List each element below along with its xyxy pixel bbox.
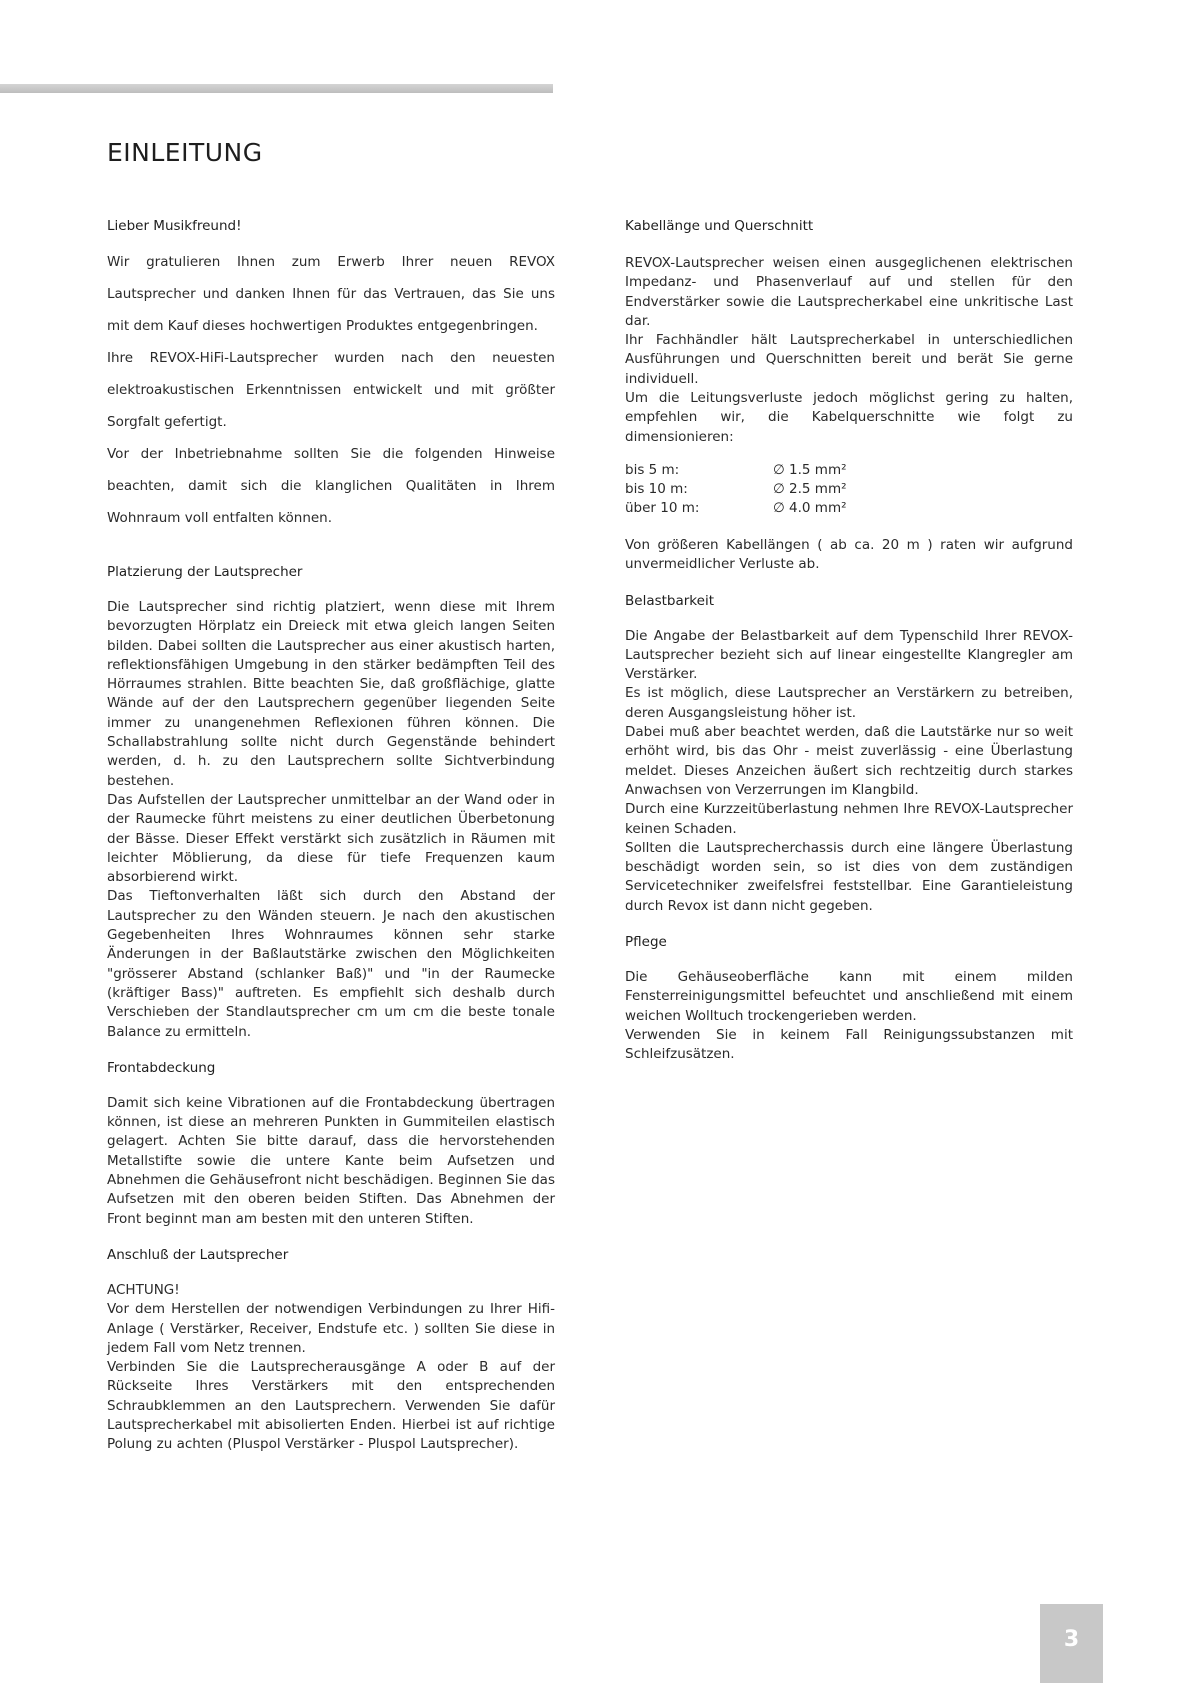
intro-body xyxy=(107,246,555,534)
cable-paragraph: Von größeren Kabellängen ( ab ca. 20 m ) raten wir aufgrund unvermeidlicher Verluste ab. xyxy=(625,536,1073,573)
right-column xyxy=(625,218,1073,1065)
intro-paragraph: Wir gratulieren Ihnen zum Erwerb Ihrer neuen REVOX Lautsprecher und danken Ihnen für das Vertrauen, das Sie uns mit dem Kauf dieses hochwertigen Produktes entgegenbringen. xyxy=(107,254,555,334)
placement-heading: Platzierung der Lautsprecher xyxy=(107,564,303,580)
care-heading: Pflege xyxy=(625,934,667,951)
table-row xyxy=(625,480,847,499)
section-front xyxy=(107,1060,555,1229)
front-heading: Frontabdeckung xyxy=(107,1059,216,1076)
connection-paragraph: Verbinden Sie die Lautsprecherausgänge A oder B auf der Rückseite Ihres Verstärkers mit den entsprechenden Schraubklemmen an den Lautsprechern. Verwenden Sie dafür Lautsprecherkabel mit abisolierten Enden. Hierbei ist auf richtige Polung zu achten (Pluspol Verstärker - Pluspol Lautsprecher). xyxy=(107,1359,555,1453)
section-connection xyxy=(107,1247,555,1455)
front-paragraph: Damit sich keine Vibrationen auf die Frontabdeckung übertragen können, ist diese an mehreren Punkten in Gummiteilen elastisch gelagert. Achten Sie bitte darauf, dass die hervorstehenden Metallstifte sowie die untere Kante beim Aufsetzen und Abnehmen die Gehäusefront nicht beschädigen. Beginnen Sie das Aufsetzen mit den oberen beiden Stiften. Das Abnehmen der Front beginnt man am besten mit den unteren Stiften. xyxy=(107,1094,555,1227)
left-column xyxy=(107,218,555,1455)
table-row xyxy=(625,461,847,480)
care-paragraph: Die Gehäuseoberfläche kann mit einem milden Fensterreinigungsmittel befeuchtet und anschließend mit einem weichen Wolltuch trockengerieben werden. xyxy=(625,969,1073,1024)
intro-heading: Lieber Musikfreund! xyxy=(107,218,242,234)
page-number: 3 xyxy=(1040,1604,1103,1683)
section-placement xyxy=(107,564,555,1042)
page-title: EINLEITUNG xyxy=(107,138,263,167)
section-load xyxy=(625,593,1073,916)
placement-paragraph: Das Aufstellen der Lautsprecher unmittelbar an der Wand oder in der Raumecke führt meistens zu einer deutlichen Überbetonung der Bässe. Dieser Effekt verstärkt sich zusätzlich in Räumen mit leichter Möblierung, da diese für tiefe Frequenzen kaum absorbierend wirkt. xyxy=(107,791,555,886)
cable-table xyxy=(625,461,847,518)
cable-length: bis 5 m: xyxy=(625,461,680,478)
section-cable xyxy=(625,218,1073,575)
cable-heading: Kabellänge und Querschnitt xyxy=(625,218,814,234)
cable-paragraph: REVOX-Lautsprecher weisen einen ausgeglichenen elektrischen Impedanz- und Phasenverlauf auf und stellen für den Endverstärker sowie die Lautsprecherkabel eine unkritische Last dar. xyxy=(625,255,1073,329)
table-row xyxy=(625,499,847,518)
load-paragraph: Die Angabe der Belastbarkeit auf dem Typenschild Ihrer REVOX-Lautsprecher bezieht sich auf linear eingestellte Klangregler am Verstärker. xyxy=(625,627,1073,683)
cable-length: über 10 m: xyxy=(625,499,700,516)
intro-paragraph: Vor der Inbetriebnahme sollten Sie die folgenden Hinweise beachten, damit sich die klanglichen Qualitäten in Ihrem Wohnraum voll entfalten können. xyxy=(107,446,555,526)
cable-length: bis 10 m: xyxy=(625,480,688,497)
section-care xyxy=(625,934,1073,1064)
connection-heading: Anschluß der Lautsprecher xyxy=(107,1246,289,1263)
section-intro xyxy=(107,218,555,534)
load-paragraph: Dabei muß aber beachtet werden, daß die Lautstärke nur so weit erhöht wird, bis das Ohr - meist zuverlässig - eine Überlastung meldet. Dieses Anzeichen äußert sich rechtzeitig durch starkes Anwachsen von Verzerrungen im Klangbild. xyxy=(625,724,1073,798)
top-rule xyxy=(0,84,553,93)
placement-paragraph: Das Tieftonverhalten läßt sich durch den Abstand der Lautsprecher zu den Wänden steuern. Je nach den akustischen Gegebenheiten Ihres Wohnraumes können sehr starke Änderungen in der Baßlautstärke zwischen den Möglichkeiten "grösserer Abstand (schlanker Baß)" und "in der Raumecke (kräftiger Bass)" auftreten. Es empfiehlt sich deshalb durch Verschieben der Standlautsprecher cm um cm die beste tonale Balance zu ermitteln. xyxy=(107,888,555,1040)
load-paragraph: Durch eine Kurzzeitüberlastung nehmen Ihre REVOX-Lautsprecher keinen Schaden. xyxy=(625,801,1073,837)
care-paragraph: Verwenden Sie in keinem Fall Reinigungssubstanzen mit Schleifzusätzen. xyxy=(625,1026,1073,1063)
cable-section: ∅ 1.5 mm² xyxy=(773,461,847,478)
placement-paragraph: Die Lautsprecher sind richtig platziert, wenn diese mit Ihrem bevorzugten Hörplatz ein Dreieck mit etwa gleich langen Seiten bilden. Dabei sollten die Lautsprecher aus einer akustisch harten, reflektionsfähigen Umgebung in den stärker bedämpften Teil des Hörraumes strahlen. Bitte beachten Sie, daß großflächige, glatte Wände auf der den Lautsprechern gegenüber liegenden Seite immer zu unangenehmen Reflexionen führen können. Die Schallabstrahlung sollte nicht durch Gegenstände behindert werden, d. h. zu den Lautsprechern sollte Sichtverbindung bestehen. xyxy=(107,599,555,789)
cable-paragraph: Um die Leitungsverluste jedoch möglichst gering zu halten, empfehlen wir, die Kabelquerschnitte wie folgt zu dimensionieren: xyxy=(625,390,1073,445)
load-heading: Belastbarkeit xyxy=(625,592,714,609)
cable-section: ∅ 4.0 mm² xyxy=(773,499,847,516)
cable-paragraph: Ihr Fachhändler hält Lautsprecherkabel in unterschiedlichen Ausführungen und Querschnitten bereit und berät Sie gerne individuell. xyxy=(625,332,1073,387)
load-paragraph: Es ist möglich, diese Lautsprecher an Verstärkern zu betreiben, deren Ausgangsleistung höher ist. xyxy=(625,685,1073,721)
connection-paragraph: Vor dem Herstellen der notwendigen Verbindungen zu Ihrer Hifi-Anlage ( Verstärker, Receiver, Endstufe etc. ) sollten Sie diese in jedem Fall vom Netz trennen. xyxy=(107,1301,555,1356)
cable-section: ∅ 2.5 mm² xyxy=(773,480,847,497)
load-paragraph: Sollten die Lautsprecherchassis durch eine längere Überlastung beschädigt worden sein, so ist dies von dem zuständigen Servicetechniker zweifelsfrei feststellbar. Eine Garantieleistung durch Revox ist dann nicht gegeben. xyxy=(625,839,1073,914)
intro-paragraph: Ihre REVOX-HiFi-Lautsprecher wurden nach den neuesten elektroakustischen Erkenntnissen entwickelt und mit größter Sorgfalt gefertigt. xyxy=(107,350,555,430)
warning-label: ACHTUNG! xyxy=(107,1281,180,1298)
